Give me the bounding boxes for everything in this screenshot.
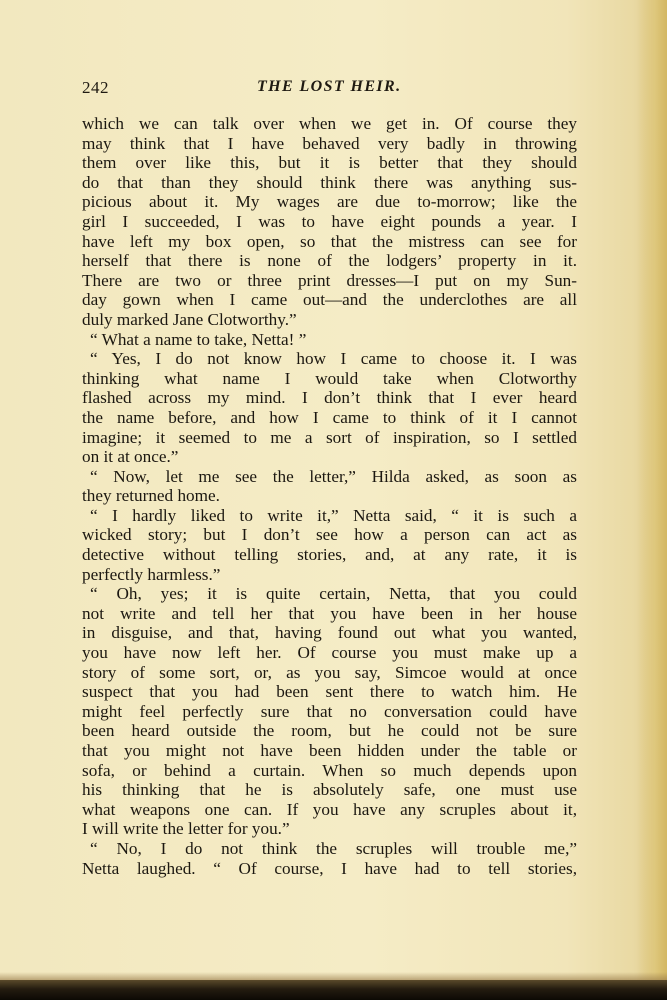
- text-line: what weapons one can. If you have any scruples about it,: [82, 799, 577, 819]
- text-line: in disguise, and that, having found out what you wanted,: [82, 623, 577, 643]
- text-line: his thinking that he is absolutely safe, one must use: [82, 780, 577, 800]
- text-line: herself that there is none of the lodgers’ property in it.: [82, 251, 577, 271]
- page-bottom-shadow: [0, 972, 667, 980]
- text-line: story of some sort, or, as you say, Simcoe would at once: [82, 662, 577, 682]
- text-line: “ Yes, I do not know how I came to choose it. I was: [90, 349, 577, 369]
- text-line: flashed across my mind. I don’t think that I ever heard: [82, 388, 577, 408]
- text-line: duly marked Jane Clotworthy.”: [82, 309, 297, 329]
- text-line: “ What a name to take, Netta! ”: [90, 329, 307, 349]
- text-line: the name before, and how I came to think of it I cannot: [82, 407, 577, 427]
- text-line: thinking what name I would take when Clotworthy: [82, 368, 577, 388]
- text-line: “ Now, let me see the letter,” Hilda asked, as soon as: [90, 466, 577, 486]
- running-title: THE LOST HEIR.: [257, 78, 402, 95]
- text-line: girl I succeeded, I was to have eight pounds a year. I: [82, 211, 577, 231]
- text-line: perfectly harmless.”: [82, 564, 221, 584]
- text-line: I will write the letter for you.”: [82, 819, 290, 839]
- text-line: There are two or three print dresses—I put on my Sun-: [82, 270, 577, 290]
- text-line: picious about it. My wages are due to-morrow; like the: [82, 192, 577, 212]
- page-bottom-edge: [0, 980, 667, 1000]
- text-line: sofa, or behind a curtain. When so much depends upon: [82, 760, 577, 780]
- body-text: [82, 114, 577, 878]
- text-line: “ No, I do not think the scruples will trouble me,”: [90, 838, 577, 858]
- text-line: have left my box open, so that the mistress can see for: [82, 231, 577, 251]
- text-line: not write and tell her that you have been in her house: [82, 603, 577, 623]
- text-line: detective without telling stories, and, at any rate, it is: [82, 545, 577, 565]
- text-line: been heard outside the room, but he could not be sure: [82, 721, 577, 741]
- text-line: imagine; it seemed to me a sort of inspiration, so I settled: [82, 427, 577, 447]
- text-line: they returned home.: [82, 486, 220, 506]
- text-line: them over like this, but it is better that they should: [82, 153, 577, 173]
- text-line: day gown when I came out—and the underclothes are all: [82, 290, 577, 310]
- text-line: may think that I have behaved very badly in throwing: [82, 133, 577, 153]
- page-header: [82, 78, 577, 104]
- text-line: “ I hardly liked to write it,” Netta said, “ it is such a: [90, 505, 577, 525]
- text-line: on it at once.”: [82, 447, 179, 467]
- text-line: “ Oh, yes; it is quite certain, Netta, that you could: [90, 584, 577, 604]
- text-line: that you might not have been hidden under the table or: [82, 741, 577, 760]
- text-line: which we can talk over when we get in. Of course they: [82, 114, 577, 133]
- page-edge-shadow: [637, 0, 667, 1000]
- text-line: Netta laughed. “ Of course, I have had to tell stories,: [82, 858, 577, 878]
- text-line: do that than they should think there was anything sus-: [82, 172, 577, 192]
- text-line: suspect that you had been sent there to watch him. He: [82, 682, 577, 702]
- text-line: you have now left her. Of course you must make up a: [82, 643, 577, 663]
- page-number: 242: [82, 78, 109, 97]
- text-line: might feel perfectly sure that no conversation could have: [82, 701, 577, 721]
- text-line: wicked story; but I don’t see how a person can act as: [82, 525, 577, 545]
